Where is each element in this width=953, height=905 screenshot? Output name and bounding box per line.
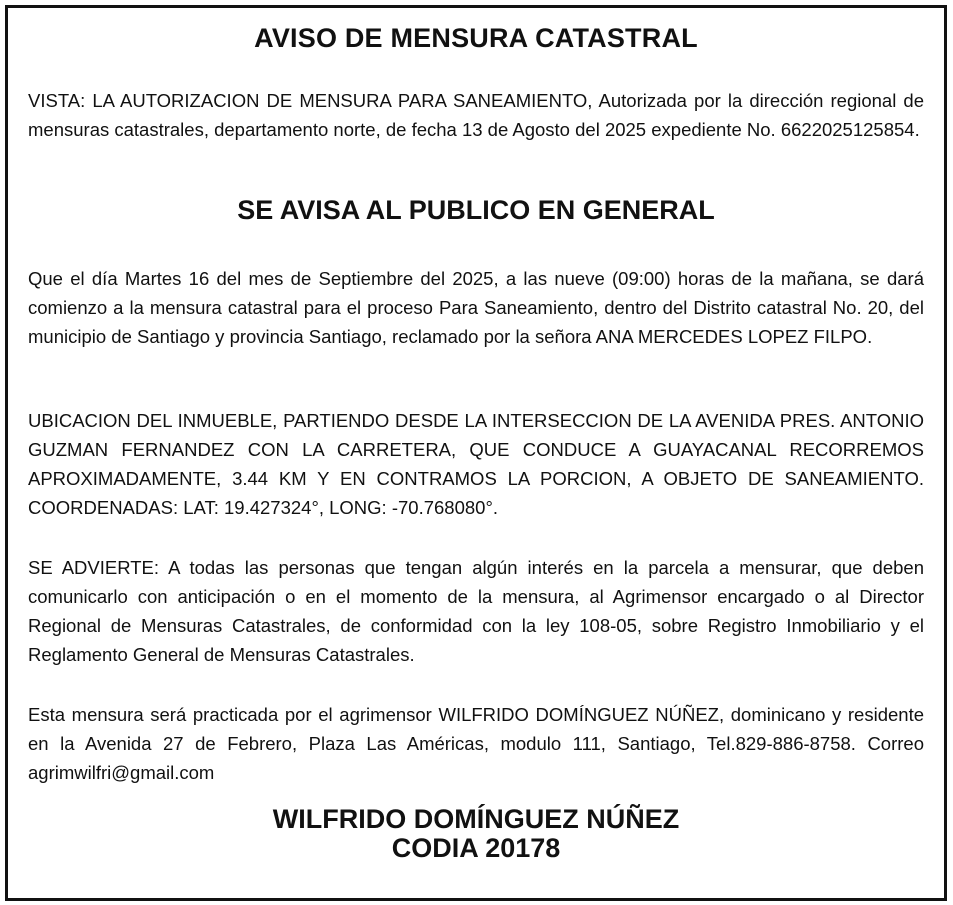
notice-box	[5, 5, 947, 901]
surveyor-paragraph: Esta mensura será practicada por el agrimensor WILFRIDO DOMÍNGUEZ NÚÑEZ, dominicano y residente en la Avenida 27 de Febrero, Plaza Las Américas, modulo 111, Santiago, Tel.829-886-8758. Correo agrimwilfri@gmail.com	[28, 704, 924, 783]
signature-block	[8, 805, 944, 863]
signature-codia: CODIA 20178	[391, 833, 561, 863]
date-paragraph: Que el día Martes 16 del mes de Septiembre del 2025, a las nueve (09:00) horas de la mañana, se dará comienzo a la mensura catastral para el proceso Para Saneamiento, dentro del Distrito catastral No. 20, del municipio de Santiago y provincia Santiago, reclamado por la señora ANA MERCEDES LOPEZ FILPO.	[28, 268, 924, 347]
public-notice-heading: SE AVISA AL PUBLICO EN GENERAL	[237, 195, 715, 225]
warning-paragraph: SE ADVIERTE: A todas las personas que tengan algún interés en la parcela a mensurar, que deben comunicarlo con anticipación o en el momento de la mensura, al Agrimensor encargado o al Director Regional de Mensuras Catastrales, de conformidad con la ley 108-05, sobre Registro Inmobiliario y el Reglamento General de Mensuras Catastrales.	[28, 557, 924, 665]
vista-paragraph: VISTA: LA AUTORIZACION DE MENSURA PARA SANEAMIENTO, Autorizada por la dirección regional de mensuras catastrales, departamento norte, de fecha 13 de Agosto del 2025 expediente No. 6622025125854.	[28, 90, 924, 140]
location-paragraph: UBICACION DEL INMUEBLE, PARTIENDO DESDE LA INTERSECCION DE LA AVENIDA PRES. ANTONIO GUZMAN FERNANDEZ CON LA CARRETERA, QUE CONDUCE A GUAYACANAL RECORREMOS APROXIMADAMENTE, 3.44 KM Y EN CONTRAMOS LA PORCION, A OBJETO DE SANEAMIENTO. COORDENADAS: LAT: 19.427324°, LONG: -70.768080°.	[28, 410, 924, 518]
signature-name: WILFRIDO DOMÍNGUEZ NÚÑEZ	[272, 804, 680, 834]
notice-title: AVISO DE MENSURA CATASTRAL	[254, 23, 698, 53]
